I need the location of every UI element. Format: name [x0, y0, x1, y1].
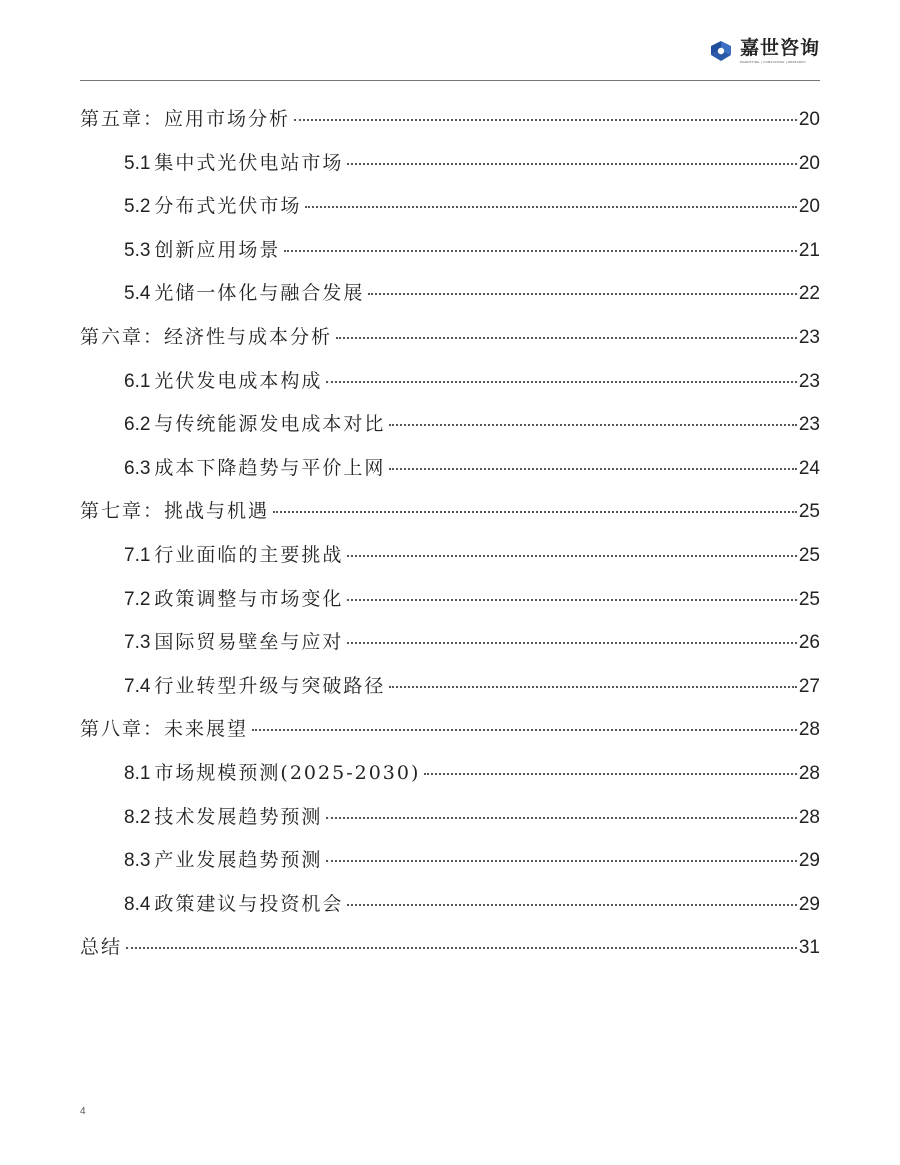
- toc-section-entry[interactable]: [80, 453, 820, 497]
- toc-entry-text: 第八章：未来展望: [80, 718, 249, 741]
- toc-dot-leader: [389, 468, 796, 470]
- toc-entry-title: [124, 409, 385, 436]
- toc-entry-number: 5.4: [124, 283, 151, 305]
- toc-section-entry[interactable]: [80, 671, 820, 715]
- toc-page-number: 23: [798, 326, 820, 348]
- toc-entry-text: 成本下降趋势与平价上网: [154, 456, 386, 479]
- toc-section-entry[interactable]: [80, 191, 820, 235]
- toc-entry-text: 技术发展趋势预测: [154, 805, 323, 828]
- toc-section-entry[interactable]: [80, 409, 820, 453]
- toc-dot-leader: [368, 293, 796, 295]
- toc-chapter-entry[interactable]: [80, 104, 820, 148]
- company-logo: [708, 38, 820, 64]
- toc-page-number: 20: [798, 152, 820, 174]
- toc-entry-title: [124, 366, 322, 393]
- toc-entry-text: 分布式光伏市场: [154, 195, 302, 218]
- toc-entry-number: 6.3: [124, 457, 151, 479]
- toc-dot-leader: [326, 381, 796, 383]
- page-number: 4: [80, 1106, 86, 1117]
- toc-page-number: 26: [798, 632, 820, 654]
- toc-dot-leader: [424, 773, 796, 775]
- toc-entry-number: 7.2: [124, 588, 151, 610]
- toc-entry-number: 5.2: [124, 196, 151, 218]
- toc-page-number: 29: [798, 893, 820, 915]
- toc-entry-text: 产业发展趋势预测: [154, 849, 323, 872]
- toc-entry-text: 第五章：应用市场分析: [80, 108, 291, 130]
- toc-entry-title: [124, 802, 322, 829]
- toc-section-entry[interactable]: [80, 540, 820, 584]
- toc-dot-leader: [389, 424, 796, 426]
- toc-page-number: 25: [798, 501, 820, 523]
- toc-page-number: 29: [798, 850, 820, 872]
- toc-section-entry[interactable]: [80, 148, 820, 192]
- toc-entry-number: 8.1: [124, 762, 151, 784]
- toc-entry-text: 光储一体化与融合发展: [154, 282, 365, 305]
- toc-dot-leader: [326, 817, 796, 819]
- toc-section-entry[interactable]: [80, 889, 820, 933]
- toc-entry-text: 创新应用场景: [154, 238, 281, 261]
- toc-section-entry[interactable]: [80, 278, 820, 322]
- toc-entry-text: 第七章：挑战与机遇: [80, 500, 270, 523]
- toc-entry-number: 7.1: [124, 544, 151, 566]
- toc-section-entry[interactable]: [80, 584, 820, 628]
- toc-entry-text: 行业面临的主要挑战: [154, 543, 344, 566]
- toc-page-number: 24: [798, 457, 820, 479]
- toc-page-number: 21: [798, 239, 820, 261]
- jiashi-logo-icon: [708, 38, 734, 64]
- toc-chapter-entry[interactable]: [80, 714, 820, 758]
- toc-page-number: 25: [798, 544, 820, 566]
- toc-entry-title: [80, 496, 269, 523]
- toc-entry-title: [80, 714, 248, 741]
- toc-entry-text: 总结: [80, 936, 123, 959]
- toc-section-entry[interactable]: [80, 235, 820, 279]
- toc-page-number: 28: [798, 762, 820, 784]
- toc-entry-number: 5.3: [124, 239, 151, 261]
- toc-entry-number: 8.4: [124, 893, 151, 915]
- toc-entry-title: [124, 278, 364, 305]
- toc-chapter-entry[interactable]: [80, 322, 820, 366]
- toc-entry-number: 7.4: [124, 675, 151, 697]
- toc-page-number: 27: [798, 675, 820, 697]
- toc-entry-title: [80, 322, 332, 349]
- toc-dot-leader: [305, 206, 796, 208]
- toc-entry-number: 7.3: [124, 632, 151, 654]
- toc-entry-title: [124, 540, 343, 567]
- toc-entry-title: [124, 191, 301, 218]
- toc-dot-leader: [284, 250, 796, 252]
- toc-entry-text: 光伏发电成本构成: [154, 369, 323, 392]
- table-of-contents: [80, 104, 820, 976]
- toc-page-number: 31: [798, 937, 820, 959]
- toc-entry-text: 政策调整与市场变化: [154, 587, 344, 610]
- toc-entry-title: [124, 845, 322, 872]
- toc-entry-title: [124, 889, 343, 916]
- toc-entry-text: 集中式光伏电站市场: [154, 151, 344, 174]
- toc-entry-title: [124, 584, 343, 611]
- toc-page-number: 25: [798, 588, 820, 610]
- toc-section-entry[interactable]: [80, 802, 820, 846]
- toc-page-number: 20: [798, 196, 820, 218]
- toc-dot-leader: [126, 947, 797, 949]
- toc-entry-text: 政策建议与投资机会: [154, 892, 344, 915]
- toc-dot-leader: [347, 163, 796, 165]
- toc-page-number: 23: [798, 370, 820, 392]
- toc-dot-leader: [273, 511, 797, 513]
- toc-entry-text: 市场规模预测(2025-2030): [154, 761, 421, 784]
- toc-chapter-entry[interactable]: [80, 496, 820, 540]
- toc-entry-title: [124, 235, 280, 262]
- toc-dot-leader: [347, 642, 796, 644]
- toc-page-number: 23: [798, 414, 820, 436]
- toc-entry-title: [124, 453, 385, 480]
- toc-section-entry[interactable]: [80, 758, 820, 802]
- toc-entry-text: 第六章：经济性与成本分析: [80, 325, 333, 348]
- toc-dot-leader: [389, 686, 796, 688]
- toc-dot-leader: [336, 337, 797, 339]
- toc-dot-leader: [347, 904, 796, 906]
- toc-section-entry[interactable]: [80, 366, 820, 410]
- toc-entry-title: [124, 758, 420, 785]
- toc-chapter-entry[interactable]: [80, 932, 820, 976]
- toc-entry-title: [80, 932, 122, 959]
- toc-entry-text: 行业转型升级与突破路径: [154, 674, 386, 697]
- toc-entry-title: [124, 627, 343, 654]
- toc-entry-title: [124, 671, 385, 698]
- toc-entry-number: 6.1: [124, 370, 151, 392]
- toc-section-entry[interactable]: [80, 845, 820, 889]
- toc-dot-leader: [294, 119, 797, 121]
- toc-page-number: 22: [798, 283, 820, 305]
- toc-dot-leader: [347, 599, 796, 601]
- toc-entry-text: 国际贸易壁垒与应对: [154, 631, 344, 654]
- toc-page-number: 20: [798, 109, 820, 130]
- toc-dot-leader: [326, 860, 796, 862]
- toc-entry-title: [124, 148, 343, 175]
- toc-entry-number: 6.2: [124, 414, 151, 436]
- toc-page-number: 28: [798, 719, 820, 741]
- logo-name: 嘉世咨询: [739, 36, 820, 59]
- toc-dot-leader: [347, 555, 796, 557]
- toc-entry-number: 8.3: [124, 850, 151, 872]
- toc-page-number: 28: [798, 806, 820, 828]
- toc-section-entry[interactable]: [80, 627, 820, 671]
- page-header: [80, 0, 820, 81]
- toc-dot-leader: [252, 729, 797, 731]
- toc-entry-number: 8.2: [124, 806, 151, 828]
- toc-entry-number: 5.1: [124, 152, 151, 174]
- logo-tagline: MARKETING | CONSULTING | RESEARCH: [739, 59, 806, 64]
- toc-entry-text: 与传统能源发电成本对比: [154, 413, 386, 436]
- toc-entry-title: [80, 104, 290, 131]
